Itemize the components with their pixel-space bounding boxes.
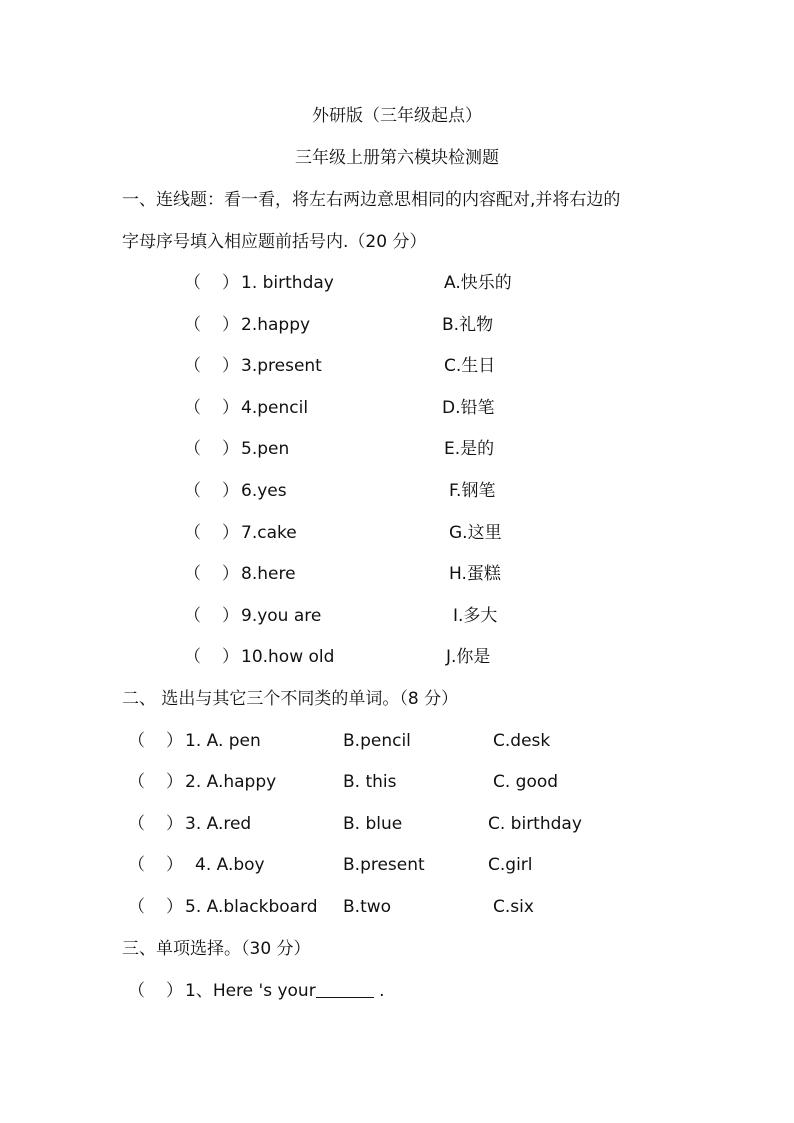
section2-title: 二、 选出与其它三个不同类的单词。（8 分） bbox=[122, 689, 459, 709]
option-a: 3. A.red bbox=[185, 814, 252, 834]
answer-paren-open: （ bbox=[128, 814, 145, 834]
answer-paren-close: ） bbox=[166, 981, 183, 1001]
answer-paren-close: ） bbox=[222, 523, 239, 543]
matching-answer: I.多大 bbox=[453, 606, 498, 626]
answer-paren-close: ） bbox=[166, 814, 183, 834]
question-line bbox=[185, 983, 385, 1000]
answer-paren-open: （ bbox=[128, 772, 145, 792]
option-a: 1. A. pen bbox=[185, 731, 261, 751]
matching-answer: F.钢笔 bbox=[449, 481, 496, 501]
answer-paren-close: ） bbox=[222, 398, 239, 418]
matching-question: 6.yes bbox=[241, 481, 287, 501]
multiple-choice-question bbox=[0, 983, 794, 1005]
matching-row bbox=[0, 275, 794, 297]
matching-question: 9.you are bbox=[241, 606, 322, 626]
answer-paren-open: （ bbox=[184, 606, 201, 626]
matching-question: 4.pencil bbox=[241, 398, 309, 418]
matching-row bbox=[0, 525, 794, 547]
answer-paren-close: ） bbox=[222, 315, 239, 335]
matching-question: 5.pen bbox=[241, 439, 290, 459]
option-c: C.desk bbox=[493, 731, 551, 751]
odd-one-out-row bbox=[0, 899, 794, 921]
option-b: B.present bbox=[343, 855, 425, 875]
answer-paren-close: ） bbox=[222, 606, 239, 626]
matching-question: 8.here bbox=[241, 564, 296, 584]
question-end: . bbox=[373, 981, 385, 1001]
option-b: B.two bbox=[343, 897, 392, 917]
option-b: B.pencil bbox=[343, 731, 411, 751]
answer-paren-open: （ bbox=[184, 273, 201, 293]
matching-answer: C.生日 bbox=[444, 356, 496, 376]
answer-paren-close: ） bbox=[166, 855, 183, 875]
matching-answer: H.蛋糕 bbox=[449, 564, 501, 584]
answer-paren-open: （ bbox=[184, 439, 201, 459]
question-text: 1、Here 's your bbox=[185, 981, 316, 1001]
option-c: C. birthday bbox=[488, 814, 582, 834]
answer-paren-close: ） bbox=[222, 481, 239, 501]
publisher-title: 外研版（三年级起点） bbox=[312, 106, 482, 126]
answer-paren-close: ） bbox=[222, 647, 239, 667]
answer-paren-open: （ bbox=[184, 647, 201, 667]
answer-paren-open: （ bbox=[184, 523, 201, 543]
matching-row bbox=[0, 649, 794, 671]
answer-paren-close: ） bbox=[166, 731, 183, 751]
matching-question: 3.present bbox=[241, 356, 322, 376]
answer-paren-open: （ bbox=[128, 897, 145, 917]
odd-one-out-row bbox=[0, 774, 794, 796]
section1-title-line2: 字母序号填入相应题前括号内.（20 分） bbox=[122, 232, 427, 252]
answer-paren-open: （ bbox=[128, 731, 145, 751]
answer-paren-open: （ bbox=[184, 481, 201, 501]
answer-paren-open: （ bbox=[128, 855, 145, 875]
option-b: B. this bbox=[343, 772, 397, 792]
answer-paren-open: （ bbox=[184, 398, 201, 418]
exam-title: 三年级上册第六模块检测题 bbox=[295, 148, 499, 168]
matching-answer: J.你是 bbox=[446, 647, 491, 667]
answer-paren-close: ） bbox=[222, 439, 239, 459]
answer-paren-close: ） bbox=[166, 897, 183, 917]
answer-paren-open: （ bbox=[128, 981, 145, 1001]
matching-answer: B.礼物 bbox=[442, 315, 494, 335]
option-c: C.girl bbox=[488, 855, 533, 875]
matching-question: 10.how old bbox=[241, 647, 335, 667]
section1-title-line1: 一、连线题：看一看，将左右两边意思相同的内容配对,并将右边的 bbox=[122, 190, 621, 210]
section3-title: 三、单项选择。（30 分） bbox=[122, 939, 311, 959]
option-c: C. good bbox=[493, 772, 559, 792]
matching-answer: G.这里 bbox=[449, 523, 502, 543]
option-b: B. blue bbox=[343, 814, 403, 834]
matching-question: 1. birthday bbox=[241, 273, 334, 293]
answer-paren-close: ） bbox=[222, 356, 239, 376]
matching-row bbox=[0, 483, 794, 505]
matching-question: 7.cake bbox=[241, 523, 297, 543]
option-a: 2. A.happy bbox=[185, 772, 277, 792]
answer-paren-open: （ bbox=[184, 564, 201, 584]
answer-paren-close: ） bbox=[222, 564, 239, 584]
matching-row bbox=[0, 317, 794, 339]
answer-blank bbox=[316, 997, 374, 998]
answer-paren-close: ） bbox=[166, 772, 183, 792]
option-c: C.six bbox=[493, 897, 534, 917]
matching-answer: E.是的 bbox=[444, 439, 495, 459]
matching-row bbox=[0, 400, 794, 422]
option-a: 5. A.blackboard bbox=[185, 897, 318, 917]
matching-row bbox=[0, 441, 794, 463]
option-a: 4. A.boy bbox=[195, 855, 265, 875]
matching-row bbox=[0, 608, 794, 630]
matching-question: 2.happy bbox=[241, 315, 311, 335]
answer-paren-open: （ bbox=[184, 315, 201, 335]
answer-paren-open: （ bbox=[184, 356, 201, 376]
matching-row bbox=[0, 566, 794, 588]
matching-answer: A.快乐的 bbox=[444, 273, 512, 293]
odd-one-out-row bbox=[0, 733, 794, 755]
matching-answer: D.铅笔 bbox=[442, 398, 495, 418]
answer-paren-close: ） bbox=[222, 273, 239, 293]
odd-one-out-row bbox=[0, 816, 794, 838]
matching-row bbox=[0, 358, 794, 380]
odd-one-out-row bbox=[0, 857, 794, 879]
